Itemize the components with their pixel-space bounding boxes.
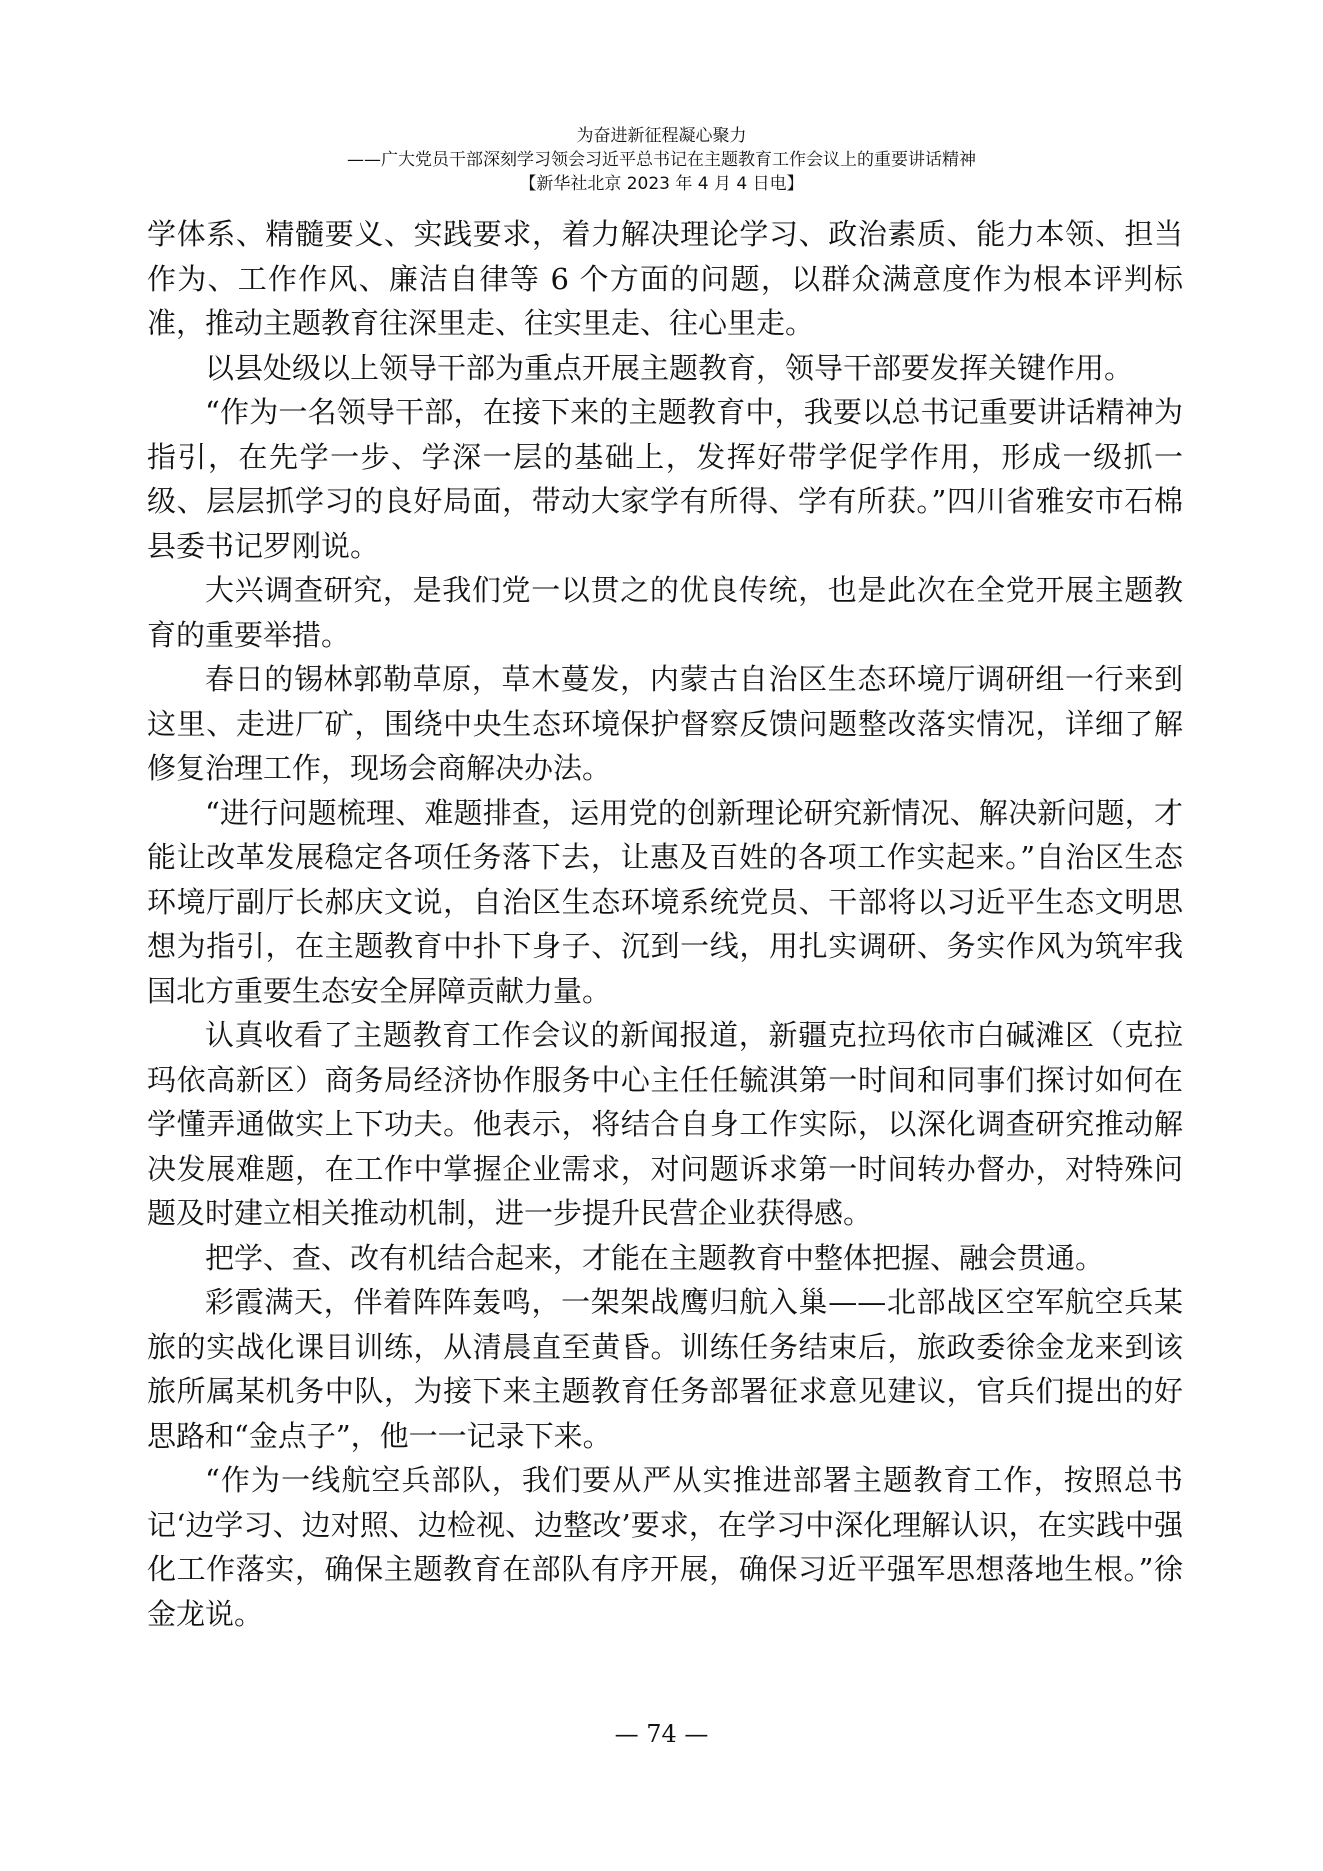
paragraph: 认真收看了主题教育工作会议的新闻报道，新疆克拉玛依市白碱滩区（克拉玛依高新区）商务局经济协作服务中心主任任毓淇第一时间和同事们探讨如何在学懂弄通做实上下功夫。他表示，将结合自身工作实际，以深化调查研究推动解决发展难题，在工作中掌握企业需求，对问题诉求第一时间转办督办，对特殊问题及时建立相关推动机制，进一步提升民营企业获得感。 (147, 1018, 1183, 1230)
article-subtitle: ——广大党员干部深刻学习领会习近平总书记在主题教育工作会议上的重要讲话精神 (347, 150, 976, 170)
article-title: 为奋进新征程凝心聚力 (576, 126, 747, 146)
article-dateline: 【新华社北京 2023 年 4 月 4 日电】 (519, 174, 804, 194)
page-header (0, 124, 1323, 196)
paragraph: 大兴调查研究，是我们党一以贯之的优良传统，也是此次在全党开展主题教育的重要举措。 (147, 573, 1183, 652)
paragraph: 春日的锡林郭勒草原，草木蔓发，内蒙古自治区生态环境厅调研组一行来到这里、走进厂矿，围绕中央生态环境保护督察反馈问题整改落实情况，详细了解修复治理工作，现场会商解决办法。 (147, 662, 1183, 785)
paragraph: 以县处级以上领导干部为重点开展主题教育，领导干部要发挥关键作用。 (205, 350, 1134, 385)
paragraph-continued: 学体系、精髓要义、实践要求，着力解决理论学习、政治素质、能力本领、担当作为、工作作风、廉洁自律等 6 个方面的问题，以群众满意度作为根本评判标准，推动主题教育往深里走、往实里走、往心里走。 (147, 217, 1183, 340)
paragraph: “作为一名领导干部，在接下来的主题教育中，我要以总书记重要讲话精神为指引，在先学一步、学深一层的基础上，发挥好带学促学作用，形成一级抓一级、层层抓学习的良好局面，带动大家学有所得、学有所获。”四川省雅安市石棉县委书记罗刚说。 (147, 395, 1183, 563)
paragraph: “进行问题梳理、难题排查，运用党的创新理论研究新情况、解决新问题，才能让改革发展稳定各项任务落下去，让惠及百姓的各项工作实起来。”自治区生态环境厅副厅长郝庆文说，自治区生态环境系统党员、干部将以习近平生态文明思想为指引，在主题教育中扑下身子、沉到一线，用扎实调研、务实作风为筑牢我国北方重要生态安全屏障贡献力量。 (147, 795, 1183, 1008)
paragraph: “作为一线航空兵部队，我们要从严从实推进部署主题教育工作，按照总书记‘边学习、边对照、边检视、边整改’要求，在学习中深化理解认识，在实践中强化工作落实，确保主题教育在部队有序开展，确保习近平强军思想落地生根。”徐金龙说。 (147, 1463, 1183, 1631)
page-number: — 74 — (614, 1720, 709, 1748)
paragraph: 把学、查、改有机结合起来，才能在主题教育中整体把握、融会贯通。 (205, 1240, 1105, 1275)
paragraph: 彩霞满天，伴着阵阵轰鸣，一架架战鹰归航入巢——北部战区空军航空兵某旅的实战化课目训练，从清晨直至黄昏。训练任务结束后，旅政委徐金龙来到该旅所属某机务中队，为接下来主题教育任务部署征求意见建议，官兵们提出的好思路和“金点子”，他一一记录下来。 (147, 1285, 1183, 1453)
article-body (147, 212, 1183, 1636)
